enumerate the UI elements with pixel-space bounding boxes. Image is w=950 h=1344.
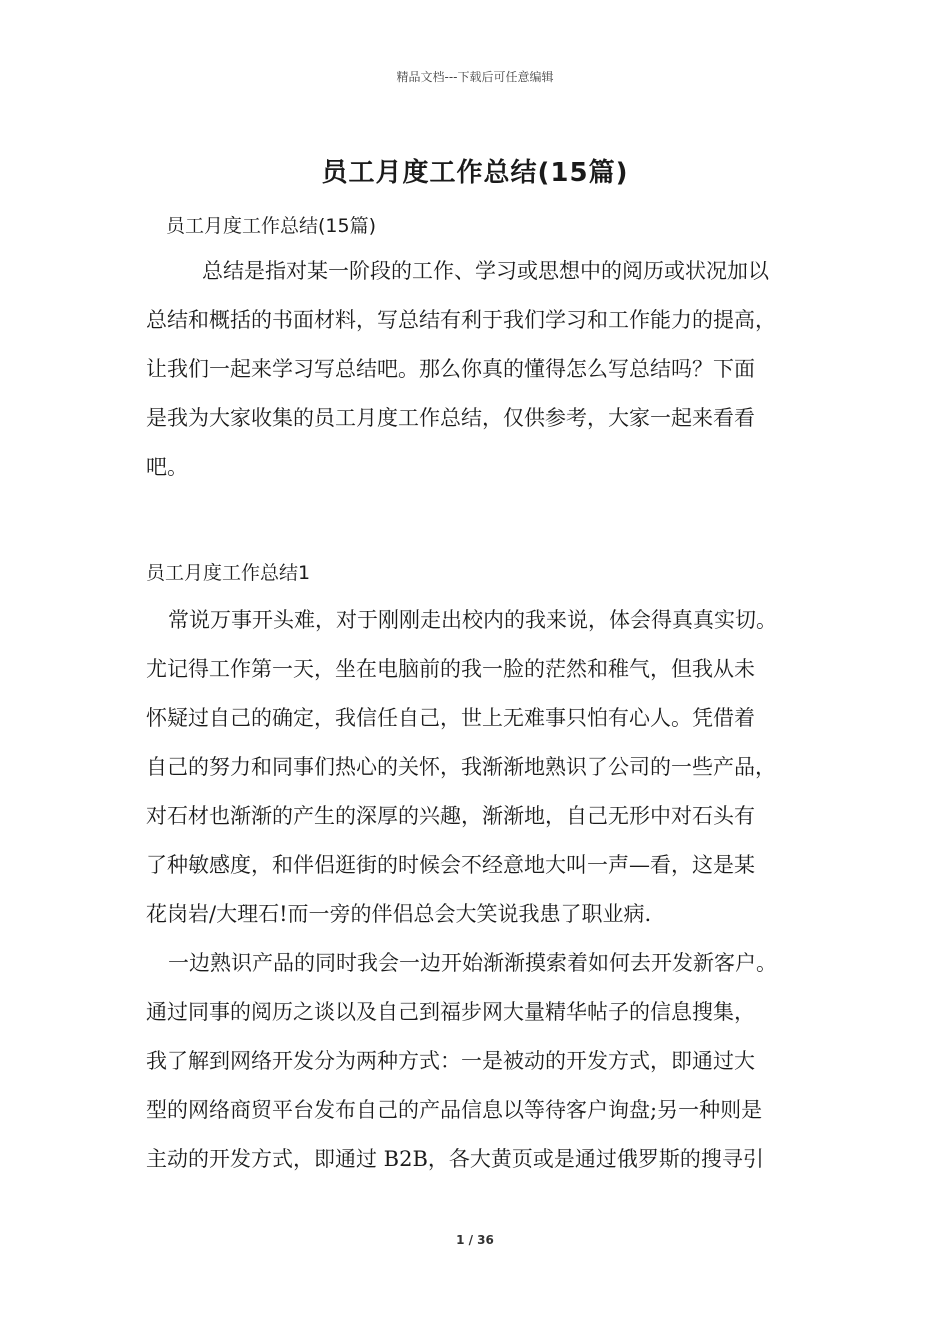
paragraph-line: 自己的努力和同事们热心的关怀，我渐渐地熟识了公司的一些产品， — [146, 755, 776, 779]
intro-paragraph — [146, 247, 826, 492]
intro-line: 总结是指对某一阶段的工作、学习或思想中的阅历或状况加以 — [202, 259, 769, 283]
document-subtitle: 员工月度工作总结(15篇) — [166, 215, 377, 237]
paragraph-line: 常说万事开头难，对于刚刚走出校内的我来说，体会得真真实切。 — [168, 608, 777, 632]
intro-line: 吧。 — [146, 455, 188, 479]
intro-line: 让我们一起来学习写总结吧。那么你真的懂得怎么写总结吗？下面 — [146, 357, 755, 381]
paragraph-line: 我了解到网络开发分为两种方式：一是被动的开发方式，即通过大 — [146, 1049, 755, 1073]
paragraph-line: 一边熟识产品的同时我会一边开始渐渐摸索着如何去开发新客户。 — [168, 951, 777, 975]
section-heading: 员工月度工作总结1 — [146, 562, 311, 584]
paragraph-line: 通过同事的阅历之谈以及自己到福步网大量精华帖子的信息搜集， — [146, 1000, 755, 1024]
intro-line: 总结和概括的书面材料，写总结有利于我们学习和工作能力的提高， — [146, 308, 776, 332]
paragraph-line: 主动的开发方式，即通过 B2B，各大黄页或是通过俄罗斯的搜寻引 — [146, 1147, 764, 1171]
page-number: 1 / 36 — [456, 1233, 494, 1247]
intro-line: 是我为大家收集的员工月度工作总结，仅供参考，大家一起来看看 — [146, 406, 755, 430]
document-title: 员工月度工作总结(15篇) — [321, 158, 629, 188]
paragraph-line: 怀疑过自己的确定，我信任自己，世上无难事只怕有心人。凭借着 — [146, 706, 755, 730]
paragraph-line: 对石材也渐渐的产生的深厚的兴趣，渐渐地，自己无形中对石头有 — [146, 804, 755, 828]
paragraph-line: 尤记得工作第一天，坐在电脑前的我一脸的茫然和稚气，但我从未 — [146, 657, 755, 681]
paragraph-line: 了种敏感度，和伴侣逛街的时候会不经意地大叫一声—看，这是某 — [146, 853, 755, 877]
paragraph-line: 型的网络商贸平台发布自己的产品信息以等待客户询盘;另一种则是 — [146, 1098, 763, 1122]
body-paragraph-1 — [146, 596, 826, 939]
page-header-note: 精品文档---下载后可任意编辑 — [396, 70, 554, 84]
paragraph-line: 花岗岩/大理石!而一旁的伴侣总会大笑说我患了职业病. — [146, 902, 652, 926]
body-paragraph-2 — [146, 939, 826, 1184]
